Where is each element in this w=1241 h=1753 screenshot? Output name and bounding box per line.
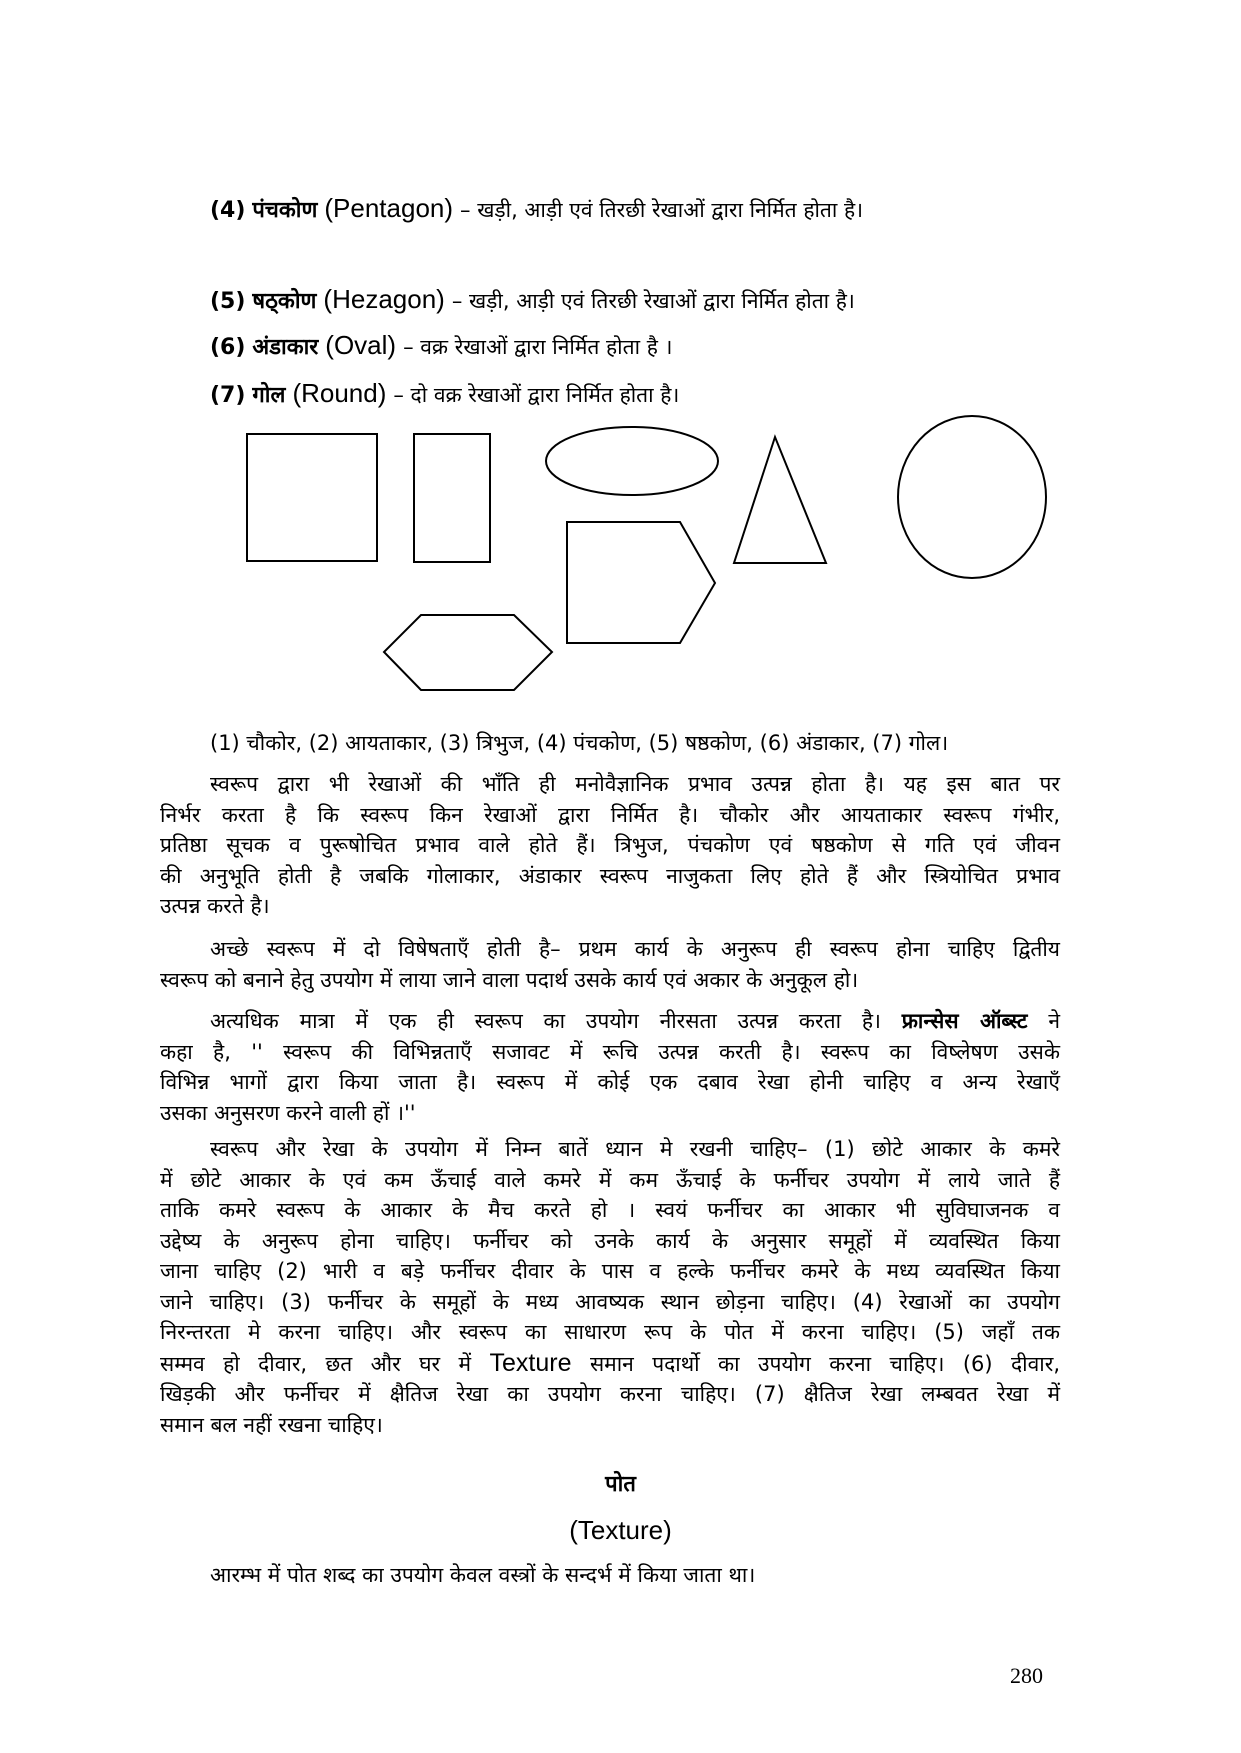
paragraph-line: की अनुभूति होती है जबकि गोलाकार, अंडाकार स्वरूप नाजुकता लिए होते हैं और स्त्रियोचित प्रभाव <box>160 863 1060 888</box>
def-text: – दो वक्र रेखाओं द्वारा निर्मित होता है। <box>393 383 680 407</box>
hexagon-shape <box>384 615 552 690</box>
paragraph-line: जाना चाहिए (2) भारी व बड़े फर्नीचर दीवार के पास व हल्के फर्नीचर कमरे के मध्य व्यवस्थित किया <box>160 1259 1060 1283</box>
paragraph-line <box>210 1006 1060 1037</box>
paragraph-3 <box>160 1006 1060 1128</box>
rectangle-shape <box>414 434 490 562</box>
def-term-english: (Round) <box>292 378 387 408</box>
english-term: Texture <box>489 1348 572 1377</box>
shapes-figure <box>0 0 1241 720</box>
paragraph-line: निरन्तरता मे करना चाहिए। और स्वरूप का साधारण रूप के पोत में करना चाहिए। (5) जहाँ तक <box>160 1320 1060 1344</box>
text-run: समान पदार्थो का उपयोग करना चाहिए। (6) दीवार, <box>589 1351 1060 1376</box>
def-number: (4) <box>210 198 246 223</box>
author-name: फ्रान्सेस ऑब्स्ट <box>901 1009 1028 1033</box>
paragraph-line: आरम्भ में पोत शब्द का उपयोग केवल वस्त्रों के सन्दर्भ में किया जाता था। <box>210 1563 756 1587</box>
def-term-english: (Pentagon) <box>324 193 454 223</box>
paragraph-line: कहा है, '' स्वरूप की विभिन्नताएँ सजावट में रूचि उत्पन्न करती है। स्वरूप का विष्लेषण उसके <box>160 1039 1060 1064</box>
triangle-shape <box>734 437 826 563</box>
paragraph-line <box>160 1348 1060 1380</box>
circle-shape <box>898 416 1046 578</box>
paragraph-line: खिड़की और फर्नीचर में क्षैतिज रेखा का उपयोग करना चाहिए। (7) क्षैतिज रेखा लम्बवत रेखा में <box>160 1382 1060 1406</box>
def-term-hindi: पंचकोण <box>252 198 318 223</box>
def-text: – खड़ी, आड़ी एवं तिरछी रेखाओं द्वारा निर्मित होता है। <box>460 198 864 222</box>
paragraph-line: जाने चाहिए। (3) फर्नीचर के समूहों के मध्य आवष्यक स्थान छोड़ना चाहिए। (4) रेखाओं का उपयोग <box>160 1289 1060 1314</box>
oval-shape <box>546 427 718 495</box>
pentagon-shape <box>567 522 715 643</box>
paragraph-line: स्वरूप द्वारा भी रेखाओं की भाँति ही मनोवैज्ञानिक प्रभाव उत्पन्न होता है। यह इस बात पर <box>210 772 1060 796</box>
paragraph-line: स्वरूप को बनाने हेतु उपयोग में लाया जाने वाला पदार्थ उसके कार्य एवं अकार के अनुकूल हो। <box>160 967 859 992</box>
def-number: (6) <box>210 335 246 360</box>
paragraph-4 <box>160 1134 1060 1440</box>
text-run: ने <box>1048 1009 1060 1033</box>
paragraph-line: स्वरूप और रेखा के उपयोग में निम्न बातें ध्यान मे रखनी चाहिए– (1) छोटे आकार के कमरे <box>210 1137 1060 1161</box>
paragraph-line: अच्छे स्वरूप में दो विषेषताएँ होती है– प्रथम कार्य के अनुरूप ही स्वरूप होना चाहिए द्वितीय <box>210 937 1060 961</box>
paragraph-line: ताकि कमरे स्वरूप के आकार के मैच करते हो । स्वयं फर्नीचर का आकार भी सुविघाजनक व <box>160 1198 1060 1222</box>
paragraph-line: उत्पन्न करते है। <box>160 894 270 918</box>
paragraph-line: विभिन्न भागों द्वारा किया जाता है। स्वरूप में कोई एक दबाव रेखा होनी चाहिए व अन्य रेखाएँ <box>160 1070 1060 1094</box>
page-number: 280 <box>1010 1663 1043 1688</box>
figure-caption: (1) चौकोर, (2) आयताकार, (3) त्रिभुज, (4) पंचकोण, (5) षष्ठकोण, (6) अंडाकार, (7) गोल। <box>210 731 949 755</box>
def-number: (7) <box>210 383 246 408</box>
def-text: – वक्र रेखाओं द्वारा निर्मित होता है । <box>403 335 673 359</box>
paragraph-line: प्रतिष्ठा सूचक व पुरूषोचित प्रभाव वाले होते हैं। त्रिभुज, पंचकोण एवं षष्ठकोण से गति एवं जीवन <box>160 833 1060 857</box>
def-term-hindi: गोल <box>252 383 286 408</box>
paragraph-line: निर्भर करता है कि स्वरूप किन रेखाओं द्वारा निर्मित है। चौकोर और आयताकार स्वरूप गंभीर, <box>160 802 1060 827</box>
def-term-english: (Oval) <box>325 330 397 360</box>
text-run: अत्यधिक मात्रा में एक ही स्वरूप का उपयोग नीरसता उत्पन्न करता है। <box>210 1009 881 1033</box>
def-number: (5) <box>210 289 246 314</box>
def-term-hindi: अंडाकार <box>252 335 319 360</box>
section-title-hindi: पोत <box>605 1472 636 1497</box>
def-term-hindi: षठ्कोण <box>252 289 317 314</box>
paragraph-line: समान बल नहीं रखना चाहिए। <box>160 1412 383 1437</box>
paragraph-1 <box>160 769 1060 922</box>
paragraph-line: उद्देष्य के अनुरूप होना चाहिए। फर्नीचर को उनके कार्य के अनुसार समूहों में व्यवस्थित किया <box>160 1228 1060 1253</box>
paragraph-line: में छोटे आकार के एवं कम ऊँचाई वाले कमरे में कम ऊँचाई के फर्नीचर उपयोग में लाये जाते हैं <box>160 1167 1060 1192</box>
paragraph-line: उसका अनुसरण करने वाली हों ।'' <box>160 1100 416 1125</box>
def-term-english: (Hezagon) <box>323 284 445 314</box>
text-run: सम्मव हो दीवार, छत और घर में <box>160 1351 472 1376</box>
section-intro <box>210 1560 1060 1591</box>
paragraph-2 <box>160 934 1060 995</box>
square-shape <box>247 434 377 561</box>
def-text: – खड़ी, आड़ी एवं तिरछी रेखाओं द्वारा निर्मित होता है। <box>451 289 855 313</box>
section-title-english: (Texture) <box>569 1515 672 1545</box>
